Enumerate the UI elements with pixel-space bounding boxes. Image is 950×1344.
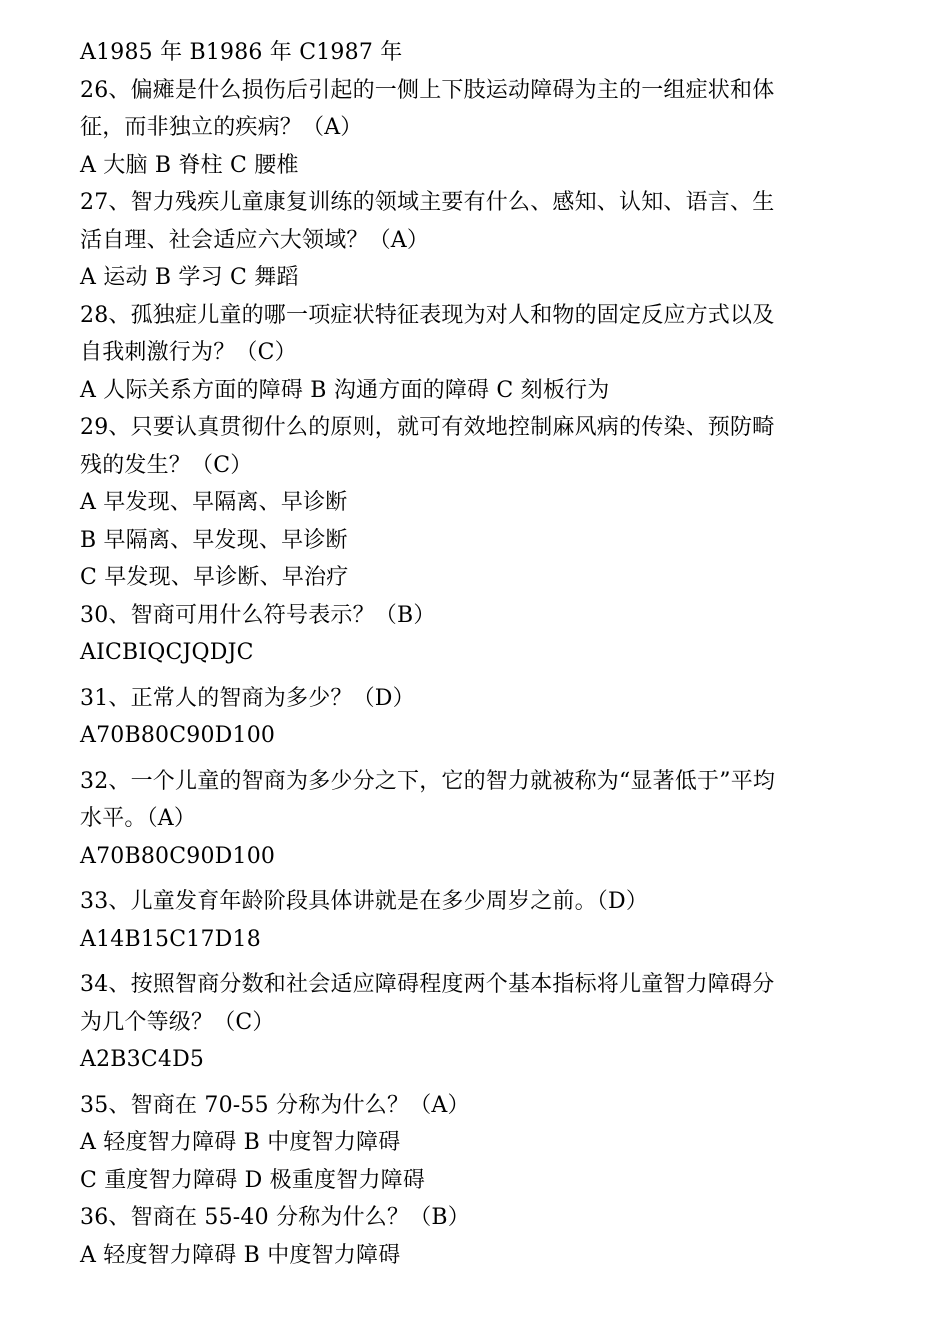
question-30: 30、智商可用什么符号表示？（B） (80, 602, 436, 628)
answer-options-30: AICBIQCJQDJC (80, 640, 254, 665)
question-34-line-1: 34、按照智商分数和社会适应障碍程度两个基本指标将儿童智力障碍分 (80, 972, 775, 997)
question-28-line-2: 自我刺激行为？（C） (80, 340, 297, 365)
question-27-line-1: 27、智力残疾儿童康复训练的领域主要有什么、感知、认知、语言、生 (80, 190, 775, 215)
question-35: 35、智商在 70-55 分称为什么？（A） (80, 1092, 470, 1118)
question-26-line-2: 征，而非独立的疾病？（A） (80, 115, 363, 140)
answer-option-29-a: A 早发现、早隔离、早诊断 (80, 490, 348, 515)
answer-options-25: A1985 年 B1986 年 C1987 年 (80, 40, 403, 65)
answer-options-35-cd: C 重度智力障碍 D 极重度智力障碍 (80, 1167, 426, 1193)
question-28-line-1: 28、孤独症儿童的哪一项症状特征表现为对人和物的固定反应方式以及 (80, 302, 775, 328)
question-36: 36、智商在 55-40 分称为什么？（B） (80, 1205, 470, 1230)
question-32-line-1: 32、一个儿童的智商为多少分之下，它的智力就被称为“显著低于”平均 (80, 768, 776, 794)
question-26-line-1: 26、偏瘫是什么损伤后引起的一侧上下肢运动障碍为主的一组症状和体 (80, 77, 775, 103)
answer-options-35-ab: A 轻度智力障碍 B 中度智力障碍 (80, 1130, 401, 1155)
question-34-line-2: 为几个等级？（C） (80, 1009, 275, 1035)
answer-options-27: A 运动 B 学习 C 舞蹈 (80, 265, 299, 290)
answer-options-32: A70B80C90D100 (80, 843, 276, 869)
answer-options-26: A 大脑 B 脊柱 C 腰椎 (80, 152, 299, 178)
answer-option-29-c: C 早发现、早诊断、早治疗 (80, 565, 349, 590)
answer-options-33: A14B15C17D18 (80, 926, 261, 952)
question-27-line-2: 活自理、社会适应六大领域？（A） (80, 227, 430, 253)
question-32-line-2: 水平。（A） (80, 806, 197, 831)
answer-option-29-b: B 早隔离、早发现、早诊断 (80, 527, 348, 553)
question-33: 33、儿童发育年龄阶段具体讲就是在多少周岁之前。（D） (80, 889, 649, 914)
answer-options-34: A2B3C4D5 (80, 1047, 205, 1072)
question-31: 31、正常人的智商为多少？（D） (80, 685, 415, 711)
question-29-line-1: 29、只要认真贯彻什么的原则，就可有效地控制麻风病的传染、预防畸 (80, 415, 775, 440)
question-29-line-2: 残的发生？（C） (80, 452, 253, 478)
answer-options-31: A70B80C90D100 (80, 723, 276, 748)
answer-options-36-ab: A 轻度智力障碍 B 中度智力障碍 (80, 1242, 401, 1268)
document-page (80, 34, 880, 1274)
answer-options-28: A 人际关系方面的障碍 B 沟通方面的障碍 C 刻板行为 (80, 377, 610, 403)
